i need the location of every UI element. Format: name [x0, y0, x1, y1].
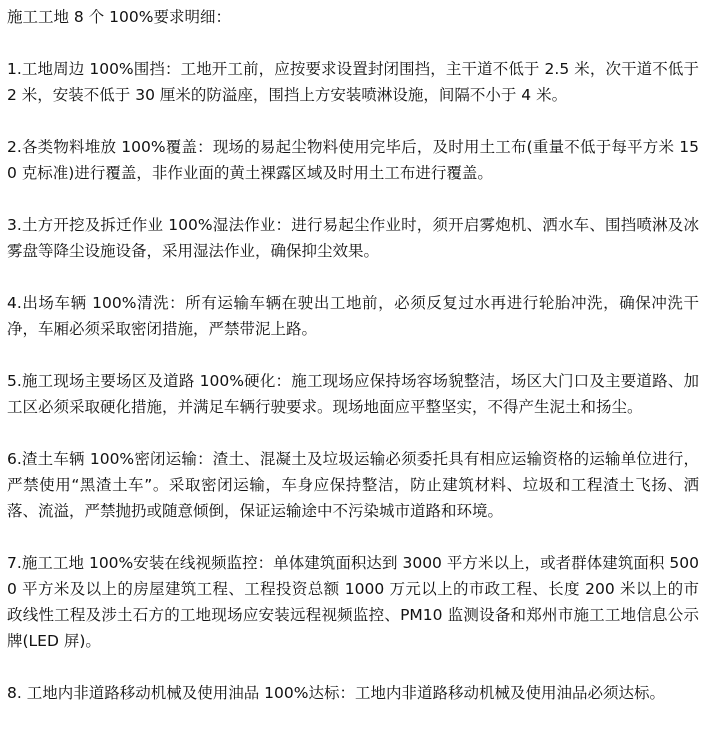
requirement-item-8: 8. 工地内非道路移动机械及使用油品 100%达标：工地内非道路移动机械及使用油品必须达标。: [7, 684, 665, 702]
requirement-item-6: 6.渣土车辆 100%密闭运输：渣土、混凝土及垃圾运输必须委托具有相应运输资格的运输单位进行，严禁使用“黑渣土车”。采取密闭运输，车身应保持整洁，防止建筑材料、垃圾和工程渣土飞扬、洒落、流溢，严禁抛扔或随意倾倒，保证运输途中不污染城市道路和环境。: [7, 450, 699, 520]
document-title: 施工工地 8 个 100%要求明细：: [7, 8, 231, 26]
requirement-item-1: 1.工地周边 100%围挡：工地开工前，应按要求设置封闭围挡，主干道不低于 2.5 米，次干道不低于 2 米，安装不低于 30 厘米的防溢座，围挡上方安装喷淋设施，间隔不小于 4 米。: [7, 60, 699, 104]
requirement-item-4: 4.出场车辆 100%清洗：所有运输车辆在驶出工地前，必须反复过水再进行轮胎冲洗，确保冲洗干净，车厢必须采取密闭措施，严禁带泥上路。: [7, 294, 699, 338]
requirement-item-2: 2.各类物料堆放 100%覆盖：现场的易起尘物料使用完毕后，及时用土工布(重量不低于每平方米 150 克标准)进行覆盖，非作业面的黄土裸露区域及时用土工布进行覆盖。: [7, 138, 699, 182]
requirement-item-7: 7.施工工地 100%安装在线视频监控：单体建筑面积达到 3000 平方米以上，或者群体建筑面积 5000 平方米及以上的房屋建筑工程、工程投资总额 1000 万元以上的市政工程、长度 200 米以上的市政线性工程及涉土石方的工地现场应安装远程视频监控、PM10 监测设备和郑州市施工工地信息公示牌(LED 屏)。: [7, 554, 699, 650]
requirement-item-5: 5.施工现场主要场区及道路 100%硬化：施工现场应保持场容场貌整洁，场区大门口及主要道路、加工区必须采取硬化措施，并满足车辆行驶要求。现场地面应平整坚实，不得产生泥土和扬尘。: [7, 372, 699, 416]
requirement-item-3: 3.土方开挖及拆迁作业 100%湿法作业：进行易起尘作业时，须开启雾炮机、洒水车、围挡喷淋及冰雾盘等降尘设施设备，采用湿法作业，确保抑尘效果。: [7, 216, 699, 260]
